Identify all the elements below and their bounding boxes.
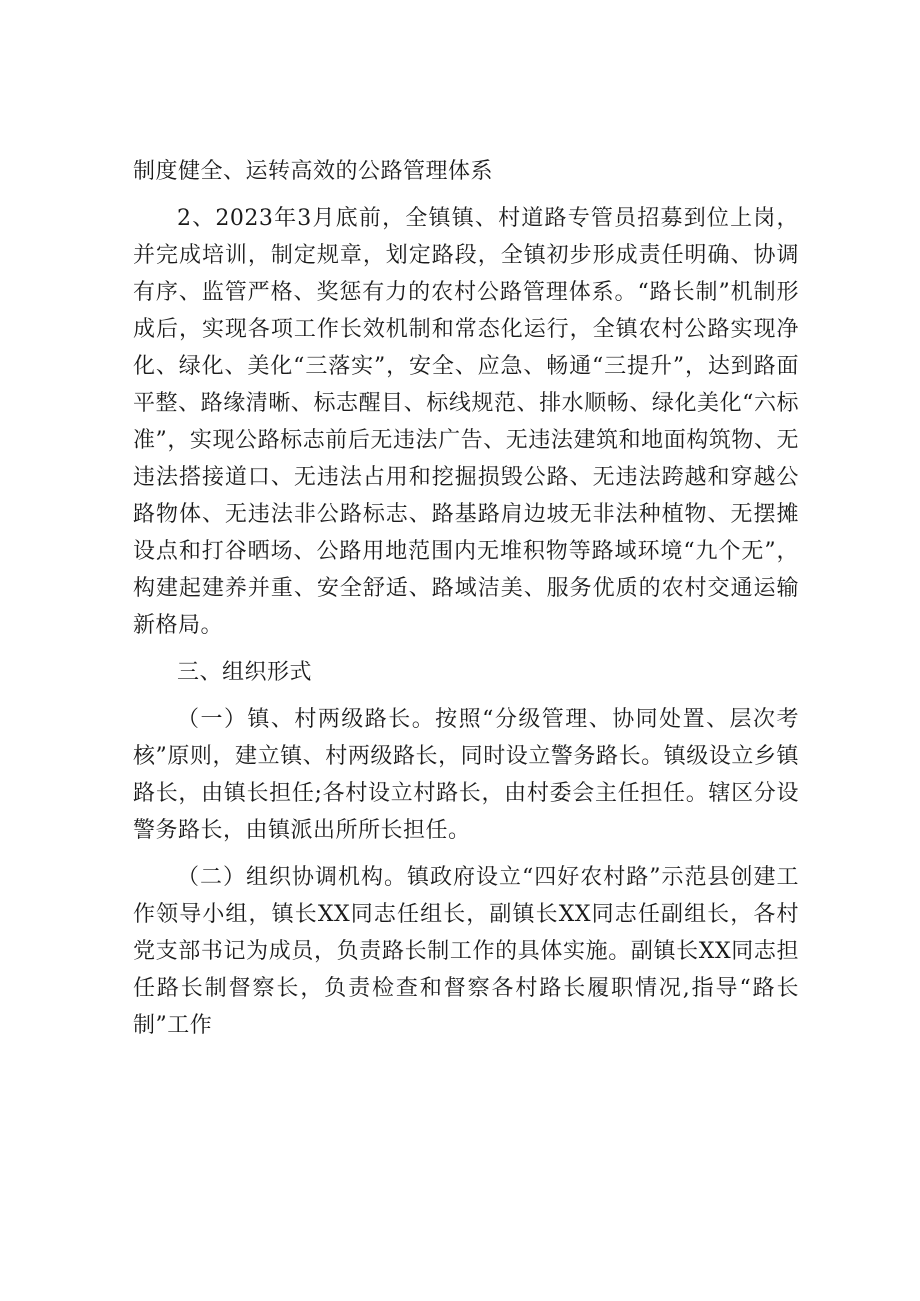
paragraph-subsection-1: （一）镇、村两级路长。按照“分级管理、协同处置、层次考核”原则，建立镇、村两级路长，同时设立警务路长。镇级设立乡镇路长，由镇长担任;各村设立村路长，由村委会主任担任。辖区分设警务路长，由镇派出所所长担任。 <box>133 707 799 843</box>
document-body <box>133 153 799 1044</box>
paragraph-subsection-2: （二）组织协调机构。镇政府设立“四好农村路”示范县创建工作领导小组，镇长XX同志任组长，副镇长XX同志任副组长，各村党支部书记为成员，负责路长制工作的具体实施。副镇长XX同志担任路长制督察长，负责检查和督察各村路长履职情况,指导“路长制”工作 <box>133 865 799 1038</box>
paragraph-continuation: 制度健全、运转高效的公路管理体系 <box>133 159 494 184</box>
paragraph-item-2: 2、2023年3月底前，全镇镇、村道路专管员招募到位上岗，并完成培训，制定规章，划定路段，全镇初步形成责任明确、协调有序、监管严格、奖惩有力的农村公路管理体系。“路长制”机制形成后，实现各项工作长效机制和常态化运行，全镇农村公路实现净化、绿化、美化“三落实”，安全、应急、畅通“三提升”，达到路面平整、路缘清晰、标志醒目、标线规范、排水顺畅、绿化美化“六标准”，实现公路标志前后无违法广告、无违法建筑和地面构筑物、无违法搭接道口、无违法占用和挖掘损毁公路、无违法跨越和穿越公路物体、无违法非公路标志、路基路肩边坡无非法种植物、无摆摊设点和打谷晒场、公路用地范围内无堆积物等路域环境“九个无”，构建起建养并重、安全舒适、路域洁美、服务优质的农村交通运输新格局。 <box>133 206 799 638</box>
section-heading-organization: 三、组织形式 <box>177 660 313 685</box>
